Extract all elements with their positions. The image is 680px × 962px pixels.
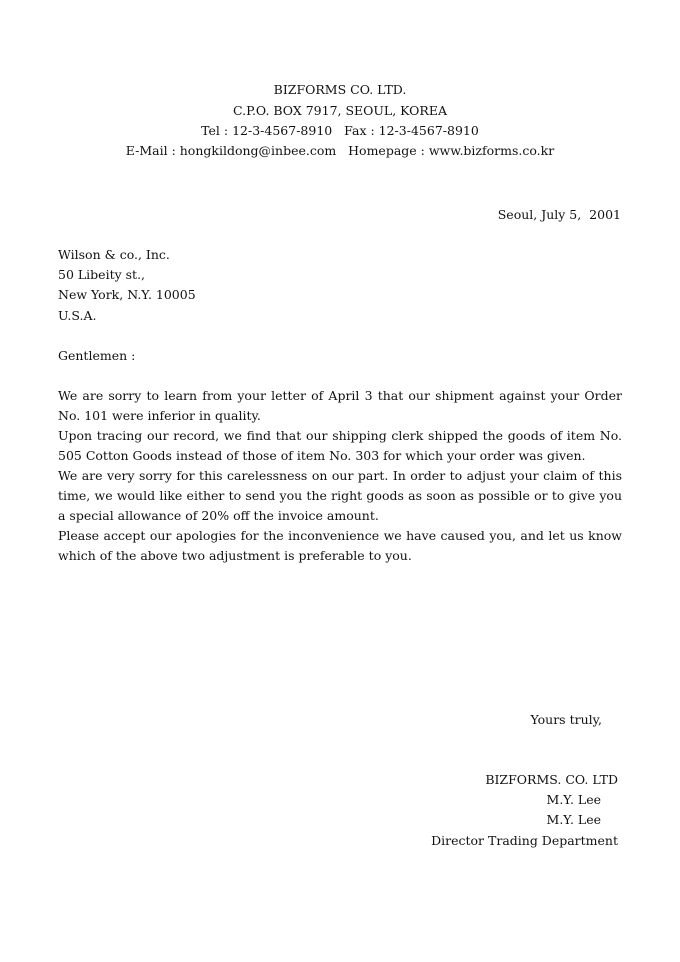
- letterhead-company: BIZFORMS CO. LTD.: [273, 82, 407, 97]
- letterhead-address: C.P.O. BOX 7917, SEOUL, KOREA: [232, 103, 447, 118]
- letter-date: Seoul, July 5, 2001: [497, 207, 621, 222]
- closing: Yours truly,: [530, 712, 602, 727]
- recipient-name: Wilson & co., Inc.: [58, 247, 170, 262]
- signature-name: M.Y. Lee: [546, 812, 601, 827]
- body-paragraph: We are very sorry for this carelessness on our part. In order to adjust your claim of this time, we would like either to send you the right goods as soon as possible or to give you a special allowance of 20% off the invoice amount.: [58, 468, 622, 523]
- body-paragraph: Upon tracing our record, we find that our shipping clerk shipped the goods of item No. 505 Cotton Goods instead of those of item No. 303 for which your order was given.: [58, 428, 622, 463]
- letterhead-phone-fax: Tel : 12-3-4567-8910 Fax : 12-3-4567-8910: [201, 123, 479, 138]
- letter-body: [58, 386, 622, 566]
- letterhead-email-homepage: E-Mail : hongkildong@inbee.com Homepage : www.bizforms.co.kr: [125, 143, 555, 158]
- signature-title: Director Trading Department: [431, 833, 618, 848]
- signature-company: BIZFORMS. CO. LTD: [485, 772, 618, 787]
- body-paragraph: Please accept our apologies for the inconvenience we have caused you, and let us know which of the above two adjustment is preferable to you.: [58, 528, 622, 563]
- body-paragraph: We are sorry to learn from your letter of April 3 that our shipment against your Order No. 101 were inferior in quality.: [58, 388, 622, 423]
- salutation: Gentlemen :: [58, 348, 136, 363]
- signature-name: M.Y. Lee: [546, 792, 601, 807]
- recipient-country: U.S.A.: [58, 308, 97, 323]
- recipient-city: New York, N.Y. 10005: [58, 287, 196, 302]
- recipient-street: 50 Libeity st.,: [58, 267, 146, 282]
